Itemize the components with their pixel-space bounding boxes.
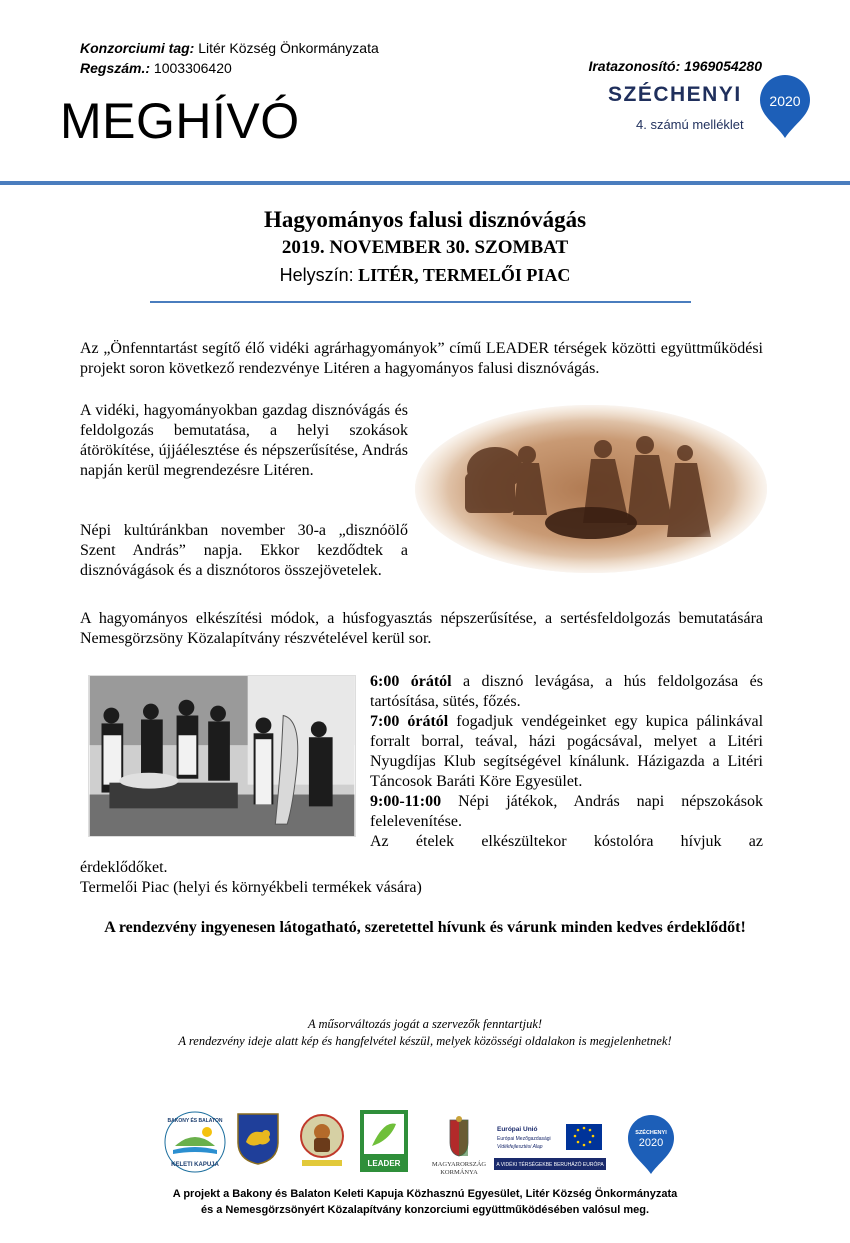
eu-text-1: Európai Unió <box>497 1126 538 1133</box>
szechenyi-footer-pin-icon <box>625 1112 677 1176</box>
closing-line-1: érdeklődőket. <box>80 859 168 876</box>
schedule-time: 6:00 órától <box>370 673 452 690</box>
event-location <box>100 261 750 289</box>
footer-credit <box>80 1186 770 1218</box>
bw-photo <box>88 675 356 837</box>
sepia-photo <box>415 405 768 573</box>
tradition-paragraph: Népi kultúránkban november 30-a „disznóölő Szent András” napja. Ekkor kezdődtek a disznóvágások és a disznótoros összejövetelek. <box>80 522 408 579</box>
reg-line <box>80 58 379 78</box>
member-info <box>80 38 379 78</box>
schedule-item <box>370 712 763 792</box>
reg-value: 1003306420 <box>153 60 232 76</box>
closing-line-2: Termelői Piac (helyi és környékbeli termékek vására) <box>80 879 422 896</box>
event-header <box>100 205 750 289</box>
member-value: Litér Község Önkormányzata <box>198 40 379 56</box>
footer-line-2: és a Nemesgörzsönyért Közalapítvány konzorciumi együttműködésében valósul meg. <box>200 1204 650 1216</box>
intro-paragraph: Az „Önfenntartást segítő élő vidéki agrárhagyományok” című LEADER térségek közötti együttműködési projekt soron következő rendezvénye Litéren a hagyományos falusi disznóvágás. <box>80 340 763 377</box>
gov-text-bottom: KORMÁNYA <box>440 1169 478 1176</box>
eu-funding-logo <box>494 1122 606 1172</box>
event-date: 2019. NOVEMBER 30. SZOMBAT <box>281 237 569 258</box>
document-id: Iratazonosító: 1969054280 <box>588 58 762 74</box>
schedule <box>370 672 763 852</box>
szechenyi-year: 2020 <box>769 93 801 109</box>
liter-coat-of-arms-icon <box>236 1112 280 1166</box>
member-label: Konzorciumi tag: <box>80 40 195 56</box>
location-label: Helyszín: <box>279 265 354 285</box>
member-line <box>80 38 379 58</box>
schedule-text: Az ételek elkészültekor kóstolóra hívjuk az <box>370 833 763 850</box>
event-title: Hagyományos falusi disznóvágás <box>263 207 587 232</box>
gov-text-top: MAGYARORSZÁG <box>431 1161 487 1168</box>
schedule-text: a disznó levágása, a hús feldolgozása és tartósítása, sütés, főzés. <box>370 673 763 710</box>
location-value: LITÉR, TERMELŐI PIAC <box>358 265 571 285</box>
schedule-text: fogadjuk vendégeinket egy kupica pálinkával forralt borral, teával, házi pogácsával, melyet a Litéri Nyugdíjas Klub segítségével kínálunk. Házigazda a Litéri Táncosok Baráti Köre Egyesület. <box>370 713 764 790</box>
schedule-text: Népi játékok, András napi népszokások felelevenítése. <box>370 793 763 830</box>
header-rule <box>0 181 850 185</box>
disclaimer <box>80 1016 770 1050</box>
closing-lines <box>80 858 763 898</box>
bakony-text-bottom: KELETI KAPUJA <box>171 1162 219 1168</box>
footer-line-1: A projekt a Bakony és Balaton Keleti Kapuja Közhasznú Egyesület, Litér Község Önkormányzata <box>172 1188 678 1200</box>
description-paragraph: A vidéki, hagyományokban gazdag disznóvágás és feldolgozás bemutatása, a helyi szokások átörökítése, újjáélesztése és népszerűsítése, András napján kerül megrendezésre Litéren. <box>80 402 408 479</box>
leader-logo <box>360 1110 408 1172</box>
sz-footer-word: SZÉCHENYI <box>635 1130 667 1136</box>
annex-label: 4. számú melléklet <box>636 117 744 132</box>
schedule-item <box>370 792 763 832</box>
hungarian-government-logo <box>428 1116 490 1176</box>
schedule-item <box>370 672 763 712</box>
bakony-text-top: BAKONY ÉS BALATON <box>167 1118 223 1124</box>
eu-text-3: Vidékfejlesztési Alap <box>497 1144 543 1150</box>
schedule-time: 9:00-11:00 <box>370 793 442 810</box>
eu-banner-text: A VIDÉKI TÉRSÉGEKBE BERUHÁZÓ EURÓPA <box>496 1162 604 1168</box>
schedule-time: 7:00 órától <box>370 713 449 730</box>
invitation-statement: A rendezvény ingyenesen látogatható, szeretettel hívunk és várunk minden kedves érdeklődőt! <box>104 919 746 936</box>
nemesgorzsony-logo <box>296 1112 348 1172</box>
leader-text: LEADER <box>367 1159 401 1168</box>
disclaimer-line-2: A rendezvény ideje alatt kép és hangfelvétel készül, melyek közösségi oldalakon is megjelenhetnek! <box>178 1034 672 1048</box>
bakony-balaton-logo <box>163 1110 227 1174</box>
document-title: MEGHÍVÓ <box>60 93 300 149</box>
schedule-item <box>370 832 763 852</box>
title-rule <box>150 301 691 303</box>
eu-text-2: Európai Mezőgazdasági <box>497 1136 551 1142</box>
demonstration-paragraph: A hagyományos elkészítési módok, a húsfogyasztás népszerűsítése, a sertésfeldolgozás bemutatására Nemesgörzsöny Közalapítvány részvételével kerül sor. <box>80 610 763 647</box>
sz-footer-year: 2020 <box>638 1137 664 1149</box>
reg-label: Regszám.: <box>80 60 151 76</box>
szechenyi-wordmark: SZÉCHENYI <box>608 83 742 106</box>
szechenyi-pin-icon <box>756 72 814 140</box>
disclaimer-line-1: A műsorváltozás jogát a szervezők fenntartjuk! <box>307 1017 543 1031</box>
